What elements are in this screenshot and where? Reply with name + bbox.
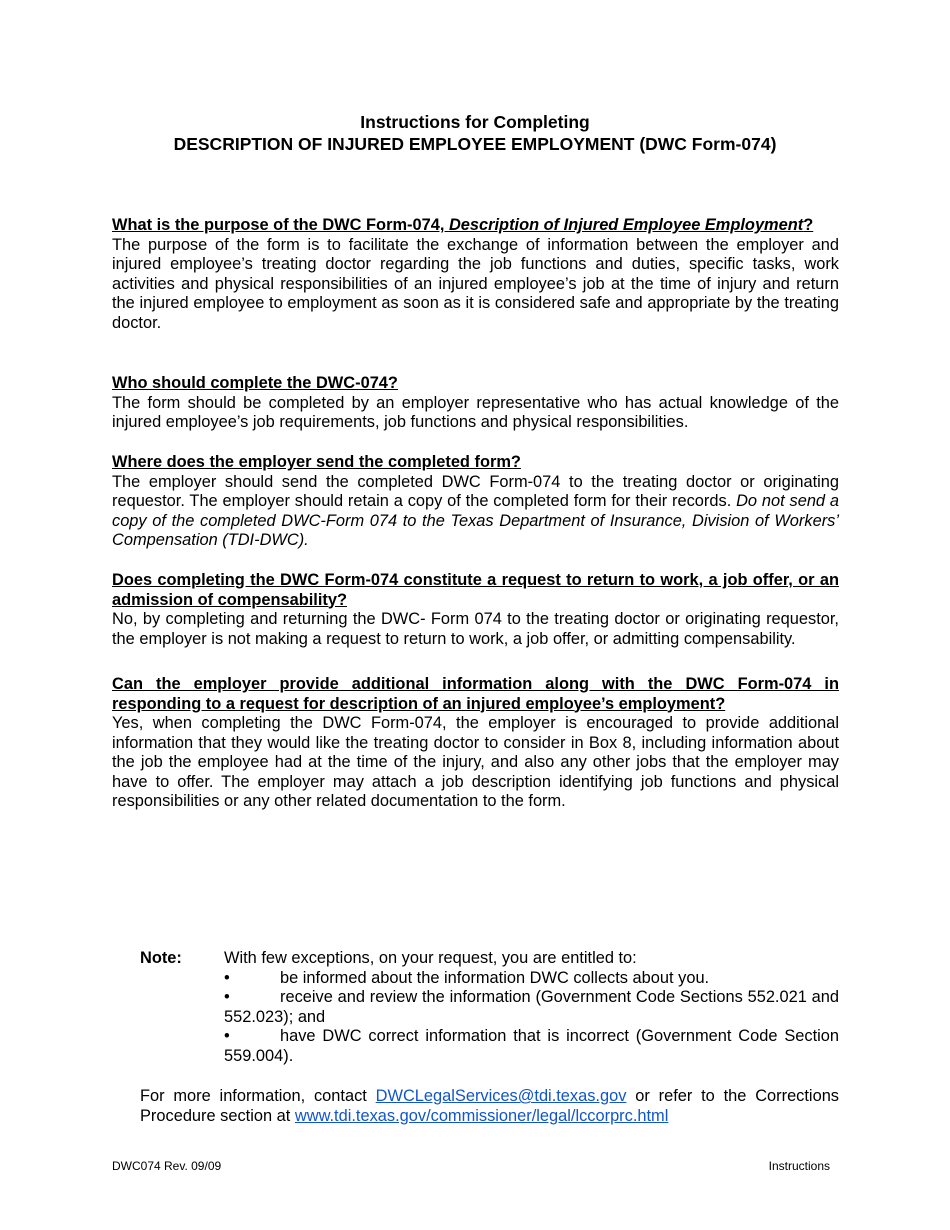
answer-constitute: No, by completing and returning the DWC- Form 074 to the treating doctor or originating requestor, the employer is not making a request to return to work, a job offer, or admitting compensability. xyxy=(112,610,839,648)
note-block xyxy=(140,949,839,1066)
answer-who: The form should be completed by an employer representative who has actual knowledge of the injured employee’s job requirements, job functions and physical responsibilities. xyxy=(112,393,839,431)
email-link[interactable]: DWCLegalServices@tdi.texas.gov xyxy=(375,1087,627,1105)
note-bullet: • be informed about the information DWC collects about you. xyxy=(224,968,710,987)
question-additional: Can the employer provide additional information along with the DWC Form-074 in responding to a request for description of an injured employee’s employment? xyxy=(112,675,839,713)
note-intro: With few exceptions, on your request, you are entitled to: xyxy=(224,949,637,967)
section-where xyxy=(112,453,839,551)
section-purpose xyxy=(112,216,839,333)
contact-info: For more information, contact DWCLegalServices@tdi.texas.gov or refer to the Corrections Procedure section at www.tdi.texas.gov/commissioner/legal/lccorprc.html xyxy=(140,1087,839,1125)
answer-additional: Yes, when completing the DWC Form-074, the employer is encouraged to provide additional information that they would like the treating doctor to consider in Box 8, including information about the job the employee had at the time of the injury, and also any other jobs that the employer may have to offer. The employer may attach a job description identifying job functions and physical responsibilities or any other related documentation to the form. xyxy=(112,714,839,810)
question-purpose: What is the purpose of the DWC Form-074, Description of Injured Employee Employment? xyxy=(112,216,814,234)
section-additional xyxy=(112,675,839,812)
title-line-1: Instructions for Completing xyxy=(360,112,590,132)
question-who: Who should complete the DWC-074? xyxy=(112,374,398,392)
footer-instructions: Instructions xyxy=(768,1159,830,1173)
corrections-procedure-link[interactable]: www.tdi.texas.gov/commissioner/legal/lccorprc.html xyxy=(294,1106,669,1125)
section-constitute xyxy=(112,571,839,649)
answer-where: The employer should send the completed DWC Form-074 to the treating doctor or originating requestor. The employer should retain a copy of the completed form for their records. Do not send a copy of the completed DWC-Form 074 to the Texas Department of Insurance, Division of Workers’ Compensation (TDI-DWC). xyxy=(112,472,840,549)
note-label: Note: xyxy=(140,949,182,967)
note-bullet: • receive and review the information (Government Code Sections 552.021 and 552.023); and xyxy=(224,988,839,1026)
question-constitute: Does completing the DWC Form-074 constitute a request to return to work, a job offer, or an admission of compensability? xyxy=(112,571,839,609)
footer-form-revision: DWC074 Rev. 09/09 xyxy=(112,1159,222,1173)
title-line-2: DESCRIPTION OF INJURED EMPLOYEE EMPLOYMENT (DWC Form-074) xyxy=(173,134,777,154)
bullet-icon: • xyxy=(224,968,230,987)
question-where: Where does the employer send the completed form? xyxy=(112,453,521,471)
bullet-icon: • xyxy=(224,988,230,1006)
section-who xyxy=(112,374,839,433)
note-bullet: • have DWC correct information that is incorrect (Government Code Section 559.004). xyxy=(224,1027,839,1065)
answer-purpose: The purpose of the form is to facilitate the exchange of information between the employer and injured employee’s treating doctor regarding the job functions and duties, specific tasks, work activities and physical responsibilities of an injured employee’s job at the time of injury and return the injured employee to employment as soon as it is considered safe and appropriate by the treating doctor. xyxy=(112,235,839,332)
bullet-icon: • xyxy=(224,1027,230,1045)
